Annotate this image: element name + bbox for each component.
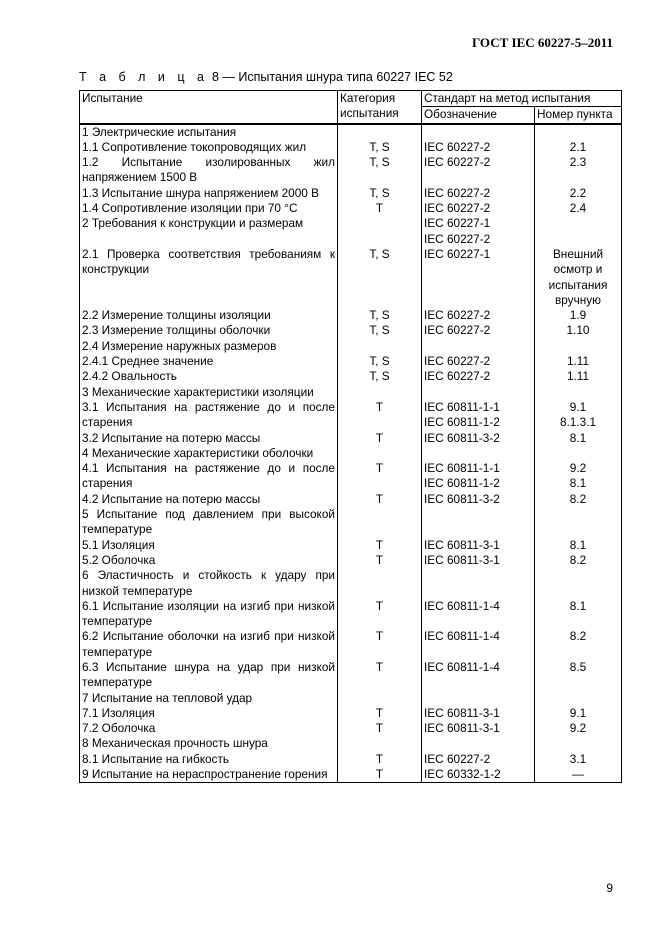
clause-cell: — (535, 767, 622, 783)
clause-cell: 1.11 (535, 369, 622, 384)
table-row (80, 186, 622, 201)
category-cell (338, 385, 422, 400)
clause-cell: 2.2 (535, 186, 622, 201)
clause-cell: 2.4 (535, 201, 622, 216)
designation-cell: IEC 60227-2 (422, 308, 535, 323)
category-cell: T (338, 721, 422, 736)
designation-cell: IEC 60811-3-1 (422, 553, 535, 568)
table-row (80, 629, 622, 660)
designation-cell: IEC 60227-2 (422, 140, 535, 155)
test-name-cell: 4.1 Испытания на растяжение до и после старения (80, 461, 338, 492)
category-cell: T, S (338, 354, 422, 369)
category-cell: T, S (338, 369, 422, 384)
clause-cell (535, 124, 622, 140)
designation-cell (422, 385, 535, 400)
test-name-cell: 3 Механические характеристики изоляции (80, 385, 338, 400)
table-row (80, 155, 622, 186)
category-cell (338, 124, 422, 140)
test-name-cell: 9 Испытание на нераспространение горения (80, 767, 338, 783)
test-name-cell: 1.1 Сопротивление токопроводящих жил (80, 140, 338, 155)
test-name-cell: 4.2 Испытание на потерю массы (80, 492, 338, 507)
table-row (80, 706, 622, 721)
test-name-cell: 5.2 Оболочка (80, 553, 338, 568)
table-row (80, 767, 622, 783)
test-name-cell: 6.1 Испытание изоляции на изгиб при низкой температуре (80, 599, 338, 630)
clause-cell: 9.2 (535, 721, 622, 736)
designation-cell: IEC 60227-1 (422, 247, 535, 308)
test-name-cell: 3.2 Испытание на потерю массы (80, 431, 338, 446)
table-row (80, 752, 622, 767)
category-cell: T, S (338, 186, 422, 201)
test-name-cell: 1.3 Испытание шнура напряжением 2000 В (80, 186, 338, 201)
designation-cell (422, 446, 535, 461)
category-cell: T, S (338, 323, 422, 338)
table-row (80, 660, 622, 691)
test-name-cell: 4 Механические характеристики оболочки (80, 446, 338, 461)
category-cell (338, 691, 422, 706)
clause-cell: 8.2 (535, 492, 622, 507)
caption-number: 8 (211, 70, 219, 84)
clause-cell: 2.1 (535, 140, 622, 155)
clause-cell: 1.10 (535, 323, 622, 338)
header-standard: Стандарт на метод испытания (422, 91, 622, 107)
clause-cell: 1.9 (535, 308, 622, 323)
designation-cell (422, 339, 535, 354)
category-cell (338, 507, 422, 538)
test-name-cell: 2 Требования к конструкции и размерам (80, 216, 338, 247)
test-name-cell: 2.1 Проверка соответствия требованиям к конструкции (80, 247, 338, 308)
category-cell: T (338, 599, 422, 630)
header-designation: Обозначение (422, 107, 535, 124)
category-cell (338, 339, 422, 354)
category-cell: T (338, 553, 422, 568)
table-row (80, 568, 622, 599)
test-name-cell: 5.1 Изоляция (80, 538, 338, 553)
designation-cell: IEC 60811-1-4 (422, 599, 535, 630)
table-row (80, 507, 622, 538)
test-name-cell: 7.2 Оболочка (80, 721, 338, 736)
table-row (80, 492, 622, 507)
designation-cell (422, 507, 535, 538)
designation-cell (422, 568, 535, 599)
clause-cell: 9.1 8.1.3.1 (535, 400, 622, 431)
clause-cell: 8.1 (535, 431, 622, 446)
designation-cell: IEC 60811-1-1 IEC 60811-1-2 (422, 400, 535, 431)
category-cell: T (338, 629, 422, 660)
clause-cell: 8.5 (535, 660, 622, 691)
designation-cell: IEC 60811-3-2 (422, 492, 535, 507)
header-test: Испытание (80, 91, 338, 124)
test-name-cell: 7 Испытание на тепловой удар (80, 691, 338, 706)
table-row (80, 140, 622, 155)
table-row (80, 339, 622, 354)
clause-cell: 8.2 (535, 553, 622, 568)
table-row (80, 446, 622, 461)
test-name-cell: 6.3 Испытание шнура на удар при низкой температуре (80, 660, 338, 691)
clause-cell: 9.2 8.1 (535, 461, 622, 492)
table-row (80, 691, 622, 706)
clause-cell (535, 446, 622, 461)
designation-cell (422, 736, 535, 751)
designation-cell (422, 691, 535, 706)
designation-cell: IEC 60227-2 (422, 752, 535, 767)
table-row (80, 721, 622, 736)
category-cell (338, 736, 422, 751)
table-row (80, 431, 622, 446)
table-row (80, 369, 622, 384)
clause-cell (535, 507, 622, 538)
page-number: 9 (606, 881, 613, 895)
table-row (80, 553, 622, 568)
test-name-cell: 2.4.1 Среднее значение (80, 354, 338, 369)
category-cell: T, S (338, 140, 422, 155)
clause-cell: 8.1 (535, 538, 622, 553)
designation-cell: IEC 60811-3-2 (422, 431, 535, 446)
table-row (80, 308, 622, 323)
header-clause: Номер пункта (535, 107, 622, 124)
designation-cell: IEC 60227-2 (422, 323, 535, 338)
header-category: Категория испытания (338, 91, 422, 124)
designation-cell: IEC 60227-2 (422, 201, 535, 216)
test-name-cell: 8 Механическая прочность шнура (80, 736, 338, 751)
test-name-cell: 7.1 Изоляция (80, 706, 338, 721)
category-cell: T, S (338, 308, 422, 323)
clause-cell (535, 216, 622, 247)
designation-cell: IEC 60811-3-1 (422, 721, 535, 736)
category-cell: T (338, 660, 422, 691)
test-name-cell: 6.2 Испытание оболочки на изгиб при низкой температуре (80, 629, 338, 660)
category-cell: T (338, 767, 422, 783)
table-row (80, 400, 622, 431)
table-row (80, 385, 622, 400)
table-row (80, 354, 622, 369)
test-name-cell: 1 Электрические испытания (80, 124, 338, 140)
designation-cell: IEC 60227-2 (422, 354, 535, 369)
clause-cell: 8.1 (535, 599, 622, 630)
table-row (80, 216, 622, 247)
test-name-cell: 2.2 Измерение толщины изоляции (80, 308, 338, 323)
clause-cell: 2.3 (535, 155, 622, 186)
table-row (80, 247, 622, 308)
table-row (80, 461, 622, 492)
clause-cell: 3.1 (535, 752, 622, 767)
designation-cell: IEC 60811-1-1 IEC 60811-1-2 (422, 461, 535, 492)
table-row (80, 124, 622, 140)
clause-cell (535, 339, 622, 354)
tests-table (79, 90, 622, 783)
designation-cell: IEC 60811-3-1 (422, 706, 535, 721)
test-name-cell: 8.1 Испытание на гибкость (80, 752, 338, 767)
category-cell: T (338, 461, 422, 492)
designation-cell: IEC 60227-2 (422, 369, 535, 384)
category-cell (338, 568, 422, 599)
designation-cell: IEC 60811-1-4 (422, 629, 535, 660)
test-name-cell: 2.3 Измерение толщины оболочки (80, 323, 338, 338)
table-row (80, 538, 622, 553)
test-name-cell: 1.2 Испытание изолированных жил напряжением 1500 В (80, 155, 338, 186)
designation-cell: IEC 60227-2 (422, 186, 535, 201)
category-cell: T, S (338, 247, 422, 308)
test-name-cell: 3.1 Испытания на растяжение до и после старения (80, 400, 338, 431)
clause-cell (535, 691, 622, 706)
category-cell: T (338, 752, 422, 767)
test-name-cell: 2.4 Измерение наружных размеров (80, 339, 338, 354)
category-cell: T (338, 538, 422, 553)
category-cell: T, S (338, 155, 422, 186)
clause-cell: Внешний осмотр и испытания вручную (535, 247, 622, 308)
designation-cell: IEC 60811-1-4 (422, 660, 535, 691)
designation-cell (422, 124, 535, 140)
test-name-cell: 1.4 Сопротивление изоляции при 70 °С (80, 201, 338, 216)
designation-cell: IEC 60811-3-1 (422, 538, 535, 553)
clause-cell (535, 385, 622, 400)
category-cell: T (338, 492, 422, 507)
caption-dash: — (222, 70, 235, 84)
table-row (80, 599, 622, 630)
clause-cell: 1.11 (535, 354, 622, 369)
category-cell: T (338, 706, 422, 721)
standard-header: ГОСТ IEC 60227-5–2011 (471, 35, 613, 50)
designation-cell: IEC 60227-1 IEC 60227-2 (422, 216, 535, 247)
category-cell (338, 216, 422, 247)
category-cell: T (338, 431, 422, 446)
table-row (80, 323, 622, 338)
table-row (80, 736, 622, 751)
caption-label: Т а б л и ц а (79, 70, 209, 84)
category-cell: T (338, 400, 422, 431)
test-name-cell: 5 Испытание под давлением при высокой температуре (80, 507, 338, 538)
category-cell: T (338, 201, 422, 216)
table-row (80, 201, 622, 216)
clause-cell: 8.2 (535, 629, 622, 660)
table-caption (79, 70, 453, 84)
test-name-cell: 2.4.2 Овальность (80, 369, 338, 384)
test-name-cell: 6 Эластичность и стойкость к удару при низкой температуре (80, 568, 338, 599)
caption-title: Испытания шнура типа 60227 IEC 52 (238, 70, 453, 84)
clause-cell (535, 736, 622, 751)
clause-cell: 9.1 (535, 706, 622, 721)
category-cell (338, 446, 422, 461)
clause-cell (535, 568, 622, 599)
designation-cell: IEC 60332-1-2 (422, 767, 535, 783)
designation-cell: IEC 60227-2 (422, 155, 535, 186)
